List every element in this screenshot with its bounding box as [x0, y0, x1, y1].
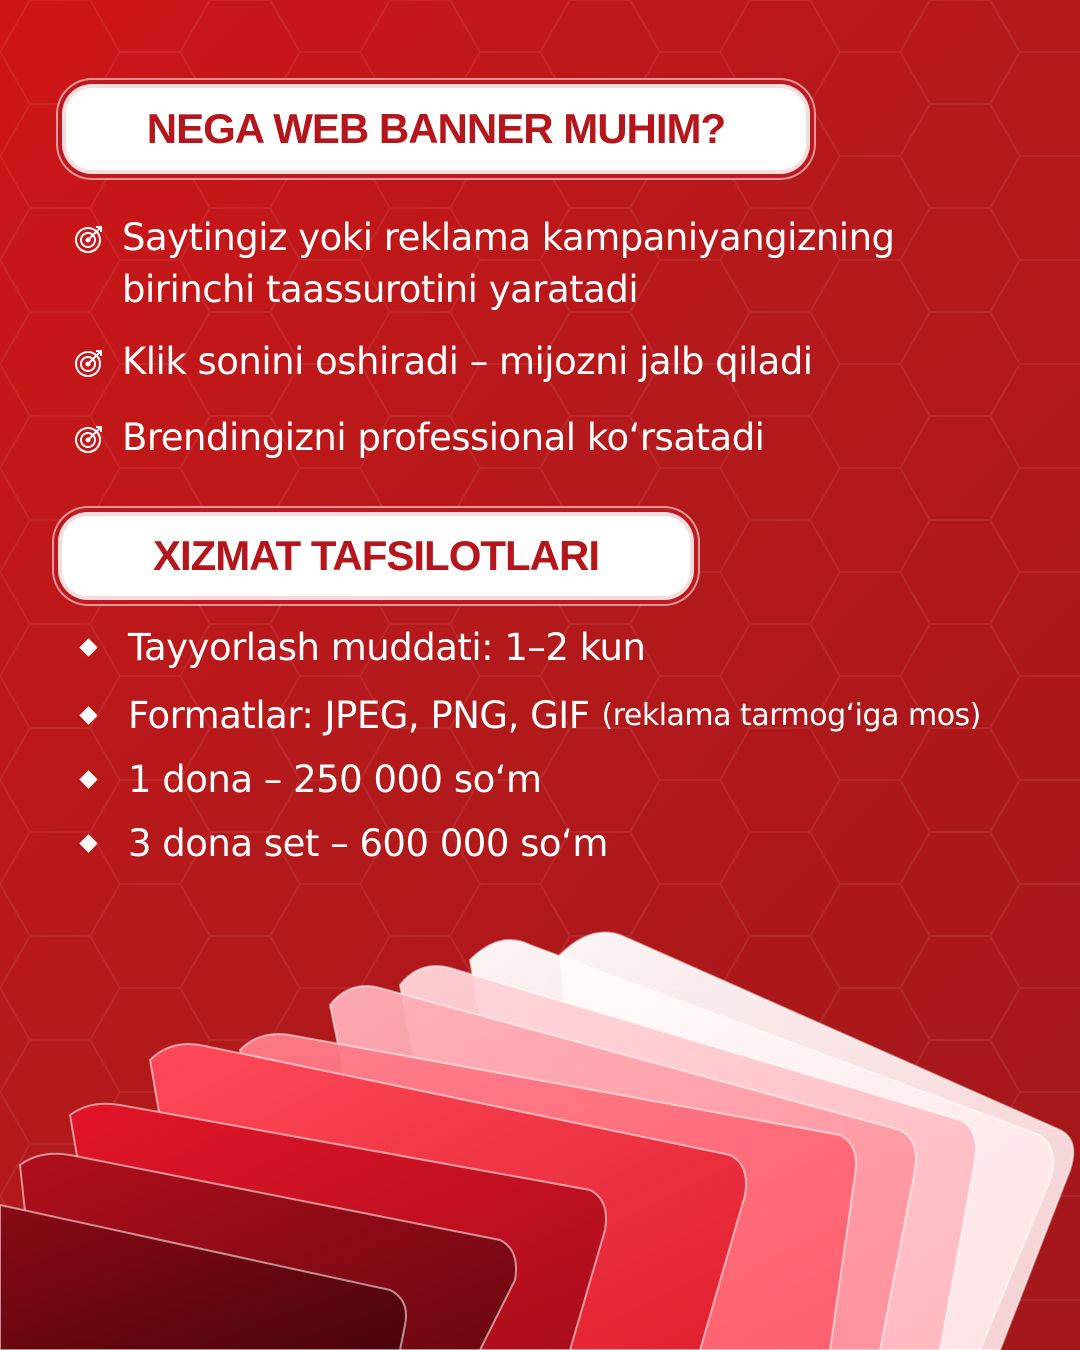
- detail-item-1: [82, 626, 645, 669]
- detail-text-2: Formatlar: JPEG, PNG, GIF: [128, 694, 590, 737]
- heading-service-details-text: XIZMAT TAFSILOTLARI: [152, 532, 600, 579]
- benefit-text-1: Saytingiz yoki reklama kampaniyangizning birinchi taassurotini yaratadi: [122, 216, 895, 311]
- detail-text-1: Tayyorlash muddati: 1–2 kun: [128, 626, 646, 669]
- target-icon: [74, 348, 104, 378]
- benefit-item-1: [74, 212, 1002, 316]
- detail-item-4: [82, 822, 608, 865]
- detail-note-2: (reklama tarmogʻiga mos): [601, 698, 981, 733]
- diamond-bullet-icon: [79, 638, 97, 656]
- diamond-bullet-icon: [79, 706, 97, 724]
- target-icon: [74, 424, 104, 454]
- benefit-text-3: Brendingizni professional koʻrsatadi: [122, 416, 765, 459]
- diamond-bullet-icon: [79, 770, 97, 788]
- detail-text-4: 3 dona set – 600 000 soʻm: [128, 822, 608, 865]
- detail-item-2: [82, 694, 981, 737]
- benefit-item-2: [74, 336, 1002, 388]
- detail-item-3: [82, 758, 542, 801]
- heading-service-details: [62, 516, 690, 596]
- benefit-item-3: [74, 412, 1002, 464]
- detail-text-3: 1 dona – 250 000 soʻm: [128, 758, 542, 801]
- target-icon: [74, 224, 104, 254]
- benefit-text-2: Klik sonini oshiradi – mijozni jalb qiladi: [122, 340, 813, 383]
- diamond-bullet-icon: [79, 834, 97, 852]
- heading-why-web-banner-text: NEGA WEB BANNER MUHIM?: [146, 105, 726, 152]
- heading-why-web-banner: [66, 88, 806, 170]
- fanned-banner-cards-illustration: [0, 880, 1080, 1350]
